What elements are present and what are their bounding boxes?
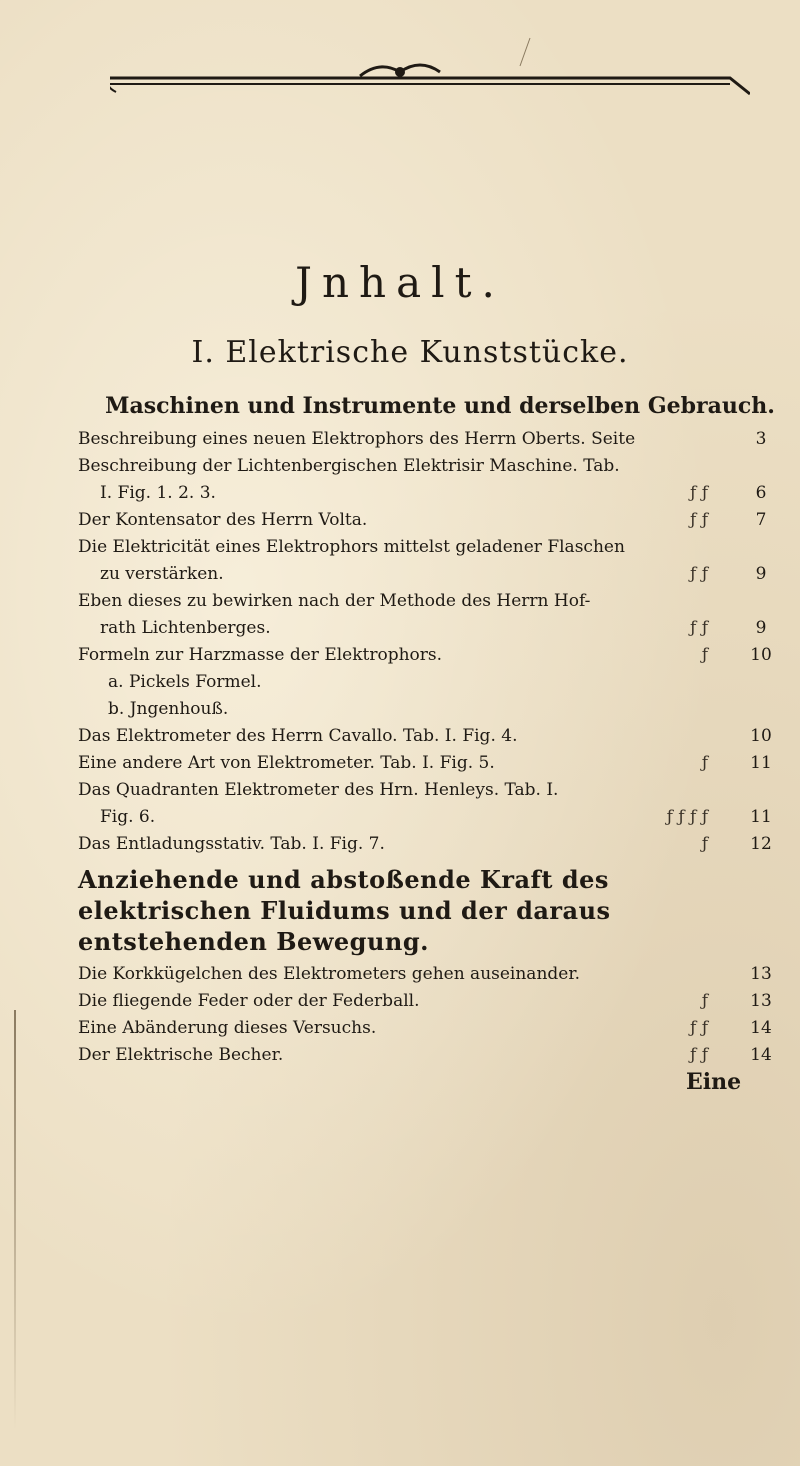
section-subtitle: Maschinen und Instrumente und derselben Gebrauch. bbox=[105, 393, 775, 419]
toc-entry-page: 12 bbox=[750, 834, 772, 854]
toc-entry-page: 9 bbox=[755, 618, 767, 638]
toc-entry bbox=[78, 961, 778, 988]
toc-entry-text: Das Quadranten Elektrometer des Hrn. Henleys. Tab. I. bbox=[78, 780, 559, 800]
toc-entry bbox=[78, 723, 778, 750]
toc-entry bbox=[78, 804, 778, 831]
toc-entry-text: Die Elektricität eines Elektrophors mittelst geladener Flaschen bbox=[78, 537, 625, 557]
toc-entry bbox=[78, 426, 778, 453]
toc-entry bbox=[78, 642, 778, 669]
catchword-row bbox=[78, 1069, 778, 1096]
toc-entry bbox=[78, 534, 778, 561]
toc-entry-page: 10 bbox=[750, 726, 772, 746]
toc-entry-text: a. Pickels Formel. bbox=[108, 672, 262, 692]
toc-entry-page: 10 bbox=[750, 645, 772, 665]
toc-entry-text: Der Kontensator des Herrn Volta. bbox=[78, 510, 368, 530]
toc-entry-page: 14 bbox=[750, 1045, 772, 1065]
toc-entry-page: 11 bbox=[750, 807, 772, 827]
toc-list-2 bbox=[78, 961, 778, 1069]
toc-entry bbox=[78, 831, 778, 858]
toc-entry-leader: ƒ ƒ bbox=[690, 618, 708, 638]
toc-entry-text: Formeln zur Harzmasse der Elektrophors. bbox=[78, 645, 443, 665]
toc-entry-leader: ƒ bbox=[701, 645, 708, 665]
toc-entry bbox=[78, 988, 778, 1015]
toc-entry-text: Das Entladungsstativ. Tab. I. Fig. 7. bbox=[78, 834, 385, 854]
toc-entry-page: 13 bbox=[750, 991, 772, 1011]
toc-entry bbox=[78, 1015, 778, 1042]
toc-entry-text: I. Fig. 1. 2. 3. bbox=[100, 483, 216, 503]
toc-list-1 bbox=[78, 426, 778, 858]
table-of-contents bbox=[78, 426, 778, 1096]
toc-entry bbox=[78, 1042, 778, 1069]
toc-entry-text: Der Elektrische Becher. bbox=[78, 1045, 284, 1065]
toc-entry bbox=[78, 453, 778, 480]
toc-entry bbox=[78, 696, 778, 723]
toc-entry-page: 11 bbox=[750, 753, 772, 773]
toc-entry-text: Die fliegende Feder oder der Federball. bbox=[78, 991, 420, 1011]
toc-entry-leader: ƒ bbox=[701, 991, 708, 1011]
toc-entry-text: Eine Abänderung dieses Versuchs. bbox=[78, 1018, 377, 1038]
toc-entry-text: zu verstärken. bbox=[100, 564, 224, 584]
toc-sub-heading: Anziehende und abstoßende Kraft des elektrischen Fluidums und der daraus entstehenden Bewegung. bbox=[78, 865, 611, 956]
toc-entry-leader: ƒ ƒ ƒ ƒ bbox=[666, 807, 708, 827]
toc-entry bbox=[78, 588, 778, 615]
toc-entry-leader: ƒ ƒ bbox=[690, 1045, 708, 1065]
toc-entry-page: 3 bbox=[755, 429, 767, 449]
toc-entry-page: 9 bbox=[755, 564, 767, 584]
toc-entry-text: Fig. 6. bbox=[100, 807, 156, 827]
header-ornament bbox=[110, 18, 750, 108]
section-heading: I. Elektrische Kunststücke. bbox=[191, 335, 629, 370]
toc-entry-page: 14 bbox=[750, 1018, 772, 1038]
toc-entry-leader: ƒ bbox=[701, 834, 708, 854]
toc-entry-text: b. Jngenhouß. bbox=[108, 699, 229, 719]
binding-shadow bbox=[14, 1010, 16, 1430]
toc-entry bbox=[78, 777, 778, 804]
toc-entry-leader: ƒ ƒ bbox=[690, 510, 708, 530]
toc-entry-leader: ƒ bbox=[701, 753, 708, 773]
toc-entry-text: Das Elektrometer des Herrn Cavallo. Tab. I. Fig. 4. bbox=[78, 726, 518, 746]
toc-entry-page: 7 bbox=[755, 510, 767, 530]
page-title: Jnhalt. bbox=[295, 258, 505, 307]
toc-entry-text: Eine andere Art von Elektrometer. Tab. I. Fig. 5. bbox=[78, 753, 495, 773]
toc-entry bbox=[78, 561, 778, 588]
toc-entry-page: 13 bbox=[750, 964, 772, 984]
toc-entry-leader: ƒ ƒ bbox=[690, 483, 708, 503]
catchword: Eine bbox=[686, 1069, 742, 1095]
toc-entry-text: Beschreibung eines neuen Elektrophors des Herrn Oberts. Seite bbox=[78, 429, 636, 449]
toc-entry-leader: ƒ ƒ bbox=[690, 564, 708, 584]
toc-entry bbox=[78, 750, 778, 777]
toc-entry bbox=[78, 507, 778, 534]
toc-entry-text: Eben dieses zu bewirken nach der Methode des Herrn Hof- bbox=[78, 591, 591, 611]
toc-entry-text: Beschreibung der Lichtenbergischen Elektrisir Maschine. Tab. bbox=[78, 456, 620, 476]
toc-entry bbox=[78, 615, 778, 642]
toc-entry bbox=[78, 480, 778, 507]
toc-entry-text: rath Lichtenberges. bbox=[100, 618, 271, 638]
toc-entry bbox=[78, 669, 778, 696]
toc-entry-leader: ƒ ƒ bbox=[690, 1018, 708, 1038]
toc-entry-text: Die Korkkügelchen des Elektrometers gehen auseinander. bbox=[78, 964, 580, 984]
toc-entry-page: 6 bbox=[755, 483, 767, 503]
